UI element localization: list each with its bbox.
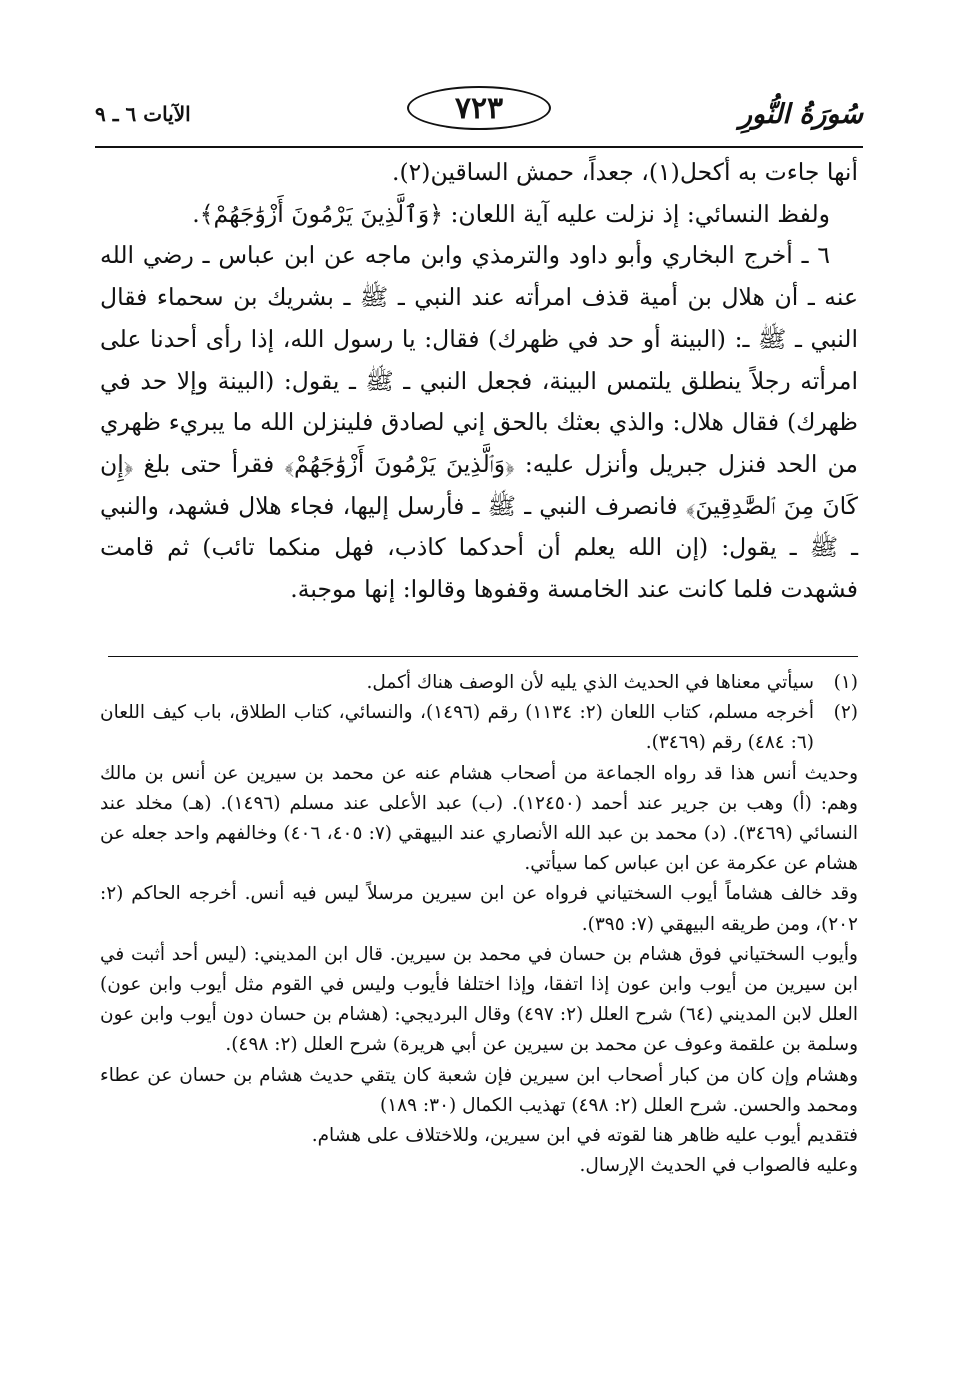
text-line: أنها جاءت به أكحل(١)، جعداً، حمش الساقين(٢). xyxy=(392,158,858,186)
footnote-paragraph: وهشام وإن كان من كبار أصحاب ابن سيرين فإن شعبة كان يتقي حديث هشام بن حسان عن عطاء ومحمد والحسن. شرح العلل (٢: ٤٩٨) تهذيب الكمال (٣٠: ١٨٩) xyxy=(100,1064,858,1116)
page-header xyxy=(95,90,863,138)
page-number: ٧٢٣ xyxy=(407,86,551,130)
footnote-paragraph: وحديث أنس هذا قد رواه الجماعة من أصحاب هشام عنه عن محمد بن سيرين عن أنس بن مالك وهم: (أ) وهب بن جرير عند أحمد (١٢٤٥٠). (ب) عبد الأعلى عند مسلم (١٤٩٦). (هـ) مخلد عند النسائي (٣٤٦٩). (د) محمد بن عبد الله الأنصاري عند البيهقي (٧: ٤٠٥، ٤٠٦) وخالفهم واحد جعله عن هشام عن عكرمة عن ابن عباس كما سيأتي. xyxy=(100,762,858,875)
footnote-2 xyxy=(100,698,858,758)
footnote-text: سيأتي معناها في الحديث الذي يليه لأن الوصف هناك أكمل. xyxy=(366,672,814,693)
hadith-paragraph: ٦ ـ أخرج البخاري وأبو داود والترمذي وابن ماجه عن ابن عباس ـ رضي الله عنه ـ أن هلال بن أمية قذف امرأته عند النبي ـ ﷺ ـ بشريك بن سحماء فقال النبي ـ ﷺ ـ: (البينة أو حد في ظهرك) فقال: يا رسول الله، إذا رأى أحدنا على امرأته رجلاً ينطلق يلتمس البينة، فجعل النبي ـ ﷺ ـ يقول: (البينة وإلا حد في ظهرك) فقال هلال: والذي بعثك بالحق إني لصادق فلينزلن الله ما يبريء ظهري من الحد فنزل جبريل وأنزل عليه: ﴿وَٱلَّذِينَ يَرْمُونَ أَزْوَٰجَهُمْ﴾ فقرأ حتى بلغ ﴿إِن كَانَ مِنَ ٱلصَّٰدِقِينَ﴾ فانصرف النبي ـ ﷺ ـ فأرسل إليها، فجاء هلال فشهد، والنبي ـ ﷺ ـ يقول: (إن الله يعلم أن أحدكما كاذب، فهل منكما تائب) ثم قامت فشهدت فلما كانت عند الخامسة وقفوها وقالوا: إنها موجبة. xyxy=(100,241,858,604)
footnote-1 xyxy=(100,668,858,698)
verses-range: الآيات ٦ ـ ٩ xyxy=(95,102,191,126)
footnote-paragraph: وقد خالف هشاماً أيوب السختياني فرواه عن ابن سيرين مرسلاً ليس فيه أنس. أخرجه الحاكم (٢: ٢٠٢)، ومن طريقه البيهقي (٧: ٣٩٥). xyxy=(100,883,858,935)
surah-title: سُورَةُ النُّورِ xyxy=(738,98,863,130)
main-text xyxy=(100,152,858,611)
footnote-number: (٢) xyxy=(833,702,858,724)
footnote-text: أخرجه مسلم، كتاب اللعان (٢: ١١٣٤) رقم (١٤٩٦)، والنسائي، كتاب الطلاق، باب كيف اللعان (٦: ٤٨٤) رقم (٣٤٦٩). xyxy=(100,702,814,754)
text-line: ولفظ النسائي: إذ نزلت عليه آية اللعان: ﴿وَٱلَّذِينَ يَرْمُونَ أَزْوَٰجَهُمْ﴾. xyxy=(192,199,830,228)
footnote-divider xyxy=(108,656,858,657)
footnote-paragraph: وعليه فالصواب في الحديث الإرسال. xyxy=(579,1155,858,1177)
footnote-number: (١) xyxy=(833,672,858,693)
footnote-paragraph: فتقديم أيوب عليه ظاهر هنا لقوته في ابن سيرين، وللاختلاف على هشام. xyxy=(311,1125,858,1147)
header-divider xyxy=(95,146,863,148)
footnote-paragraph: وأيوب السختياني فوق هشام بن حسان في محمد بن سيرين. قال ابن المديني: (ليس أحد أثبت في ابن سيرين من أيوب وابن عون إذا اتفقا، وإذا اختلفا فأيوب وليس في القوم مثل أيوب وابن عون) العلل لابن المديني (٦٤) شرح العلل (٢: ٤٩٧) وقال البرديجي: (هشام بن حسان دون أيوب وابن عون وسلمة بن علقمة وعوف عن محمد بن سيرين عن أبي هريرة) شرح العلل (٢: ٤٩٨). xyxy=(100,943,858,1056)
footnotes xyxy=(100,668,858,1181)
